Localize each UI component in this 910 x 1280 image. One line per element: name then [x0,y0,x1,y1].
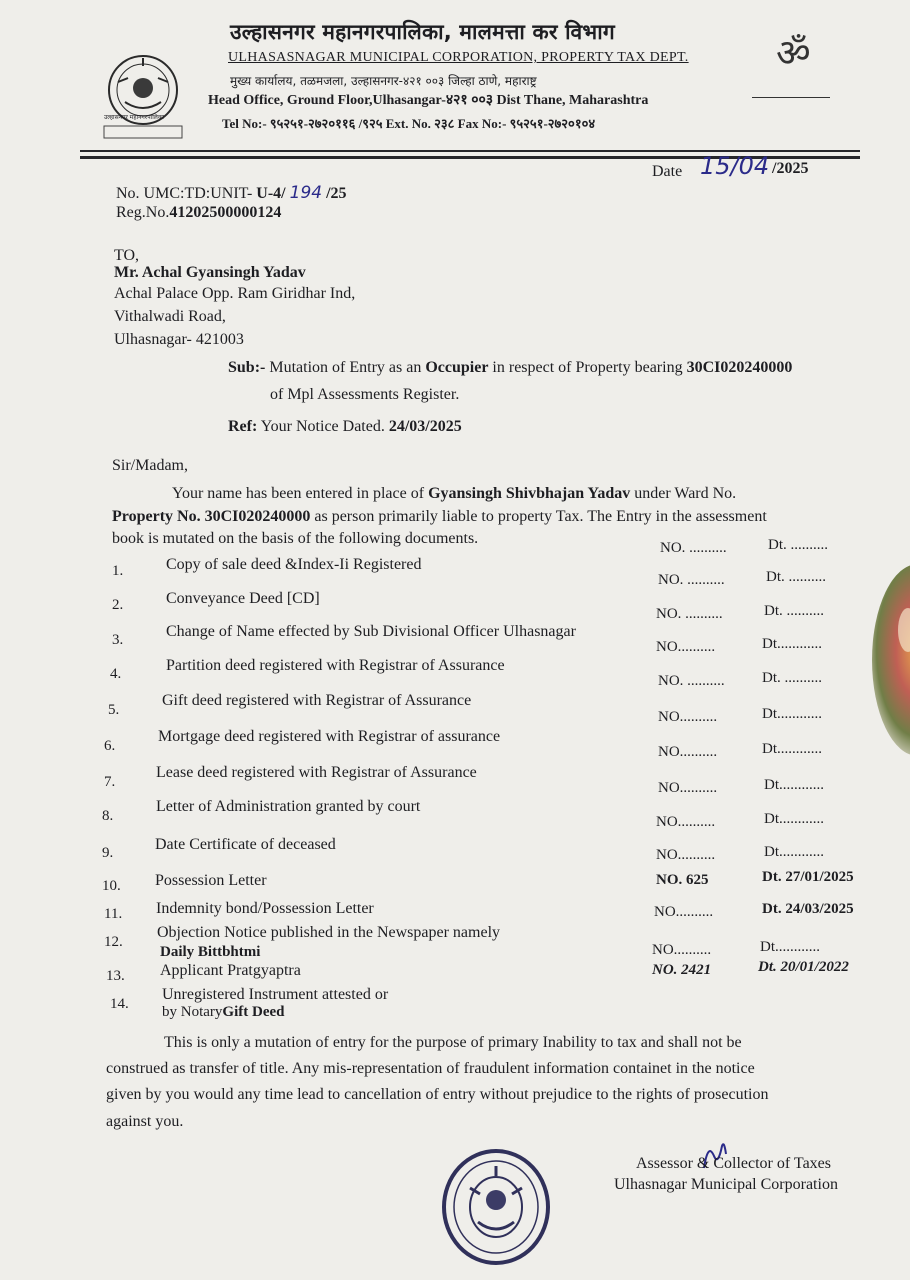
document-number: 10. [102,878,121,894]
addressee-line-3: Ulhasnagar- 421003 [114,331,244,348]
property-number: Property No. 30CI020240000 [112,508,311,525]
closing-line-4: against you. [106,1113,184,1130]
newspaper-name: Daily Bittbhtmi [160,944,261,960]
document-number: 5. [108,702,120,718]
header-contact: Tel No:- ९५२५१-२७२०११६ /९२५ Ext. No. २३८ Fax No:- ९५२५१-२७२०१०४ [222,116,596,131]
document-label: Change of Name effected by Sub Divisional Officer Ulhasnagar [166,623,576,640]
document-label: Objection Notice published in the Newspaper namely [157,924,501,941]
document-ref-date: Dt. 27/01/2025 [762,869,854,885]
corner-mark-icon: ॐ [776,31,811,75]
document-label: Conveyance Deed [CD] [166,590,320,607]
outward-number-prefix: No. UMC:TD:UNIT- [116,185,253,202]
ref-date: 24/03/2025 [388,418,462,435]
document-ref-date: Dt. .......... [762,670,822,686]
reg-number [116,204,281,222]
subject-text-1: Mutation of Entry as an [269,359,422,376]
document-label: Copy of sale deed &Index-Ii Registered [166,556,422,573]
document-label: Applicant Pratgyaptra [160,962,301,979]
previous-owner: Gyansingh Shivbhajan Yadav [428,485,631,502]
document-number: 3. [112,632,124,648]
municipal-seal-icon [440,1148,552,1266]
closing-line-1: This is only a mutation of entry for the purpose of primary Inability to tax and shall not be [164,1034,742,1051]
signatory-title: Assessor & Collector of Taxes [636,1155,831,1172]
outward-number [116,183,347,203]
document-ref-no: NO.......... [658,780,718,796]
document-ref-no: NO.......... [656,814,716,830]
document-label: Possession Letter [155,872,267,889]
body-text-b: under Ward No. [634,485,737,502]
signatory-organization: Ulhasnagar Municipal Corporation [614,1176,838,1193]
subject-role: Occupier [425,359,489,376]
reference-line [228,418,462,436]
document-ref-date: Dt............ [764,811,824,827]
reg-value: 41202500000124 [169,204,282,221]
document-ref-no: NO.......... [658,709,718,725]
document-ref-date: Dt............ [764,844,824,860]
body-text-a: Your name has been entered in place of [172,485,425,502]
document-ref-no: NO.......... [656,847,716,863]
addressee-name: Mr. Achal Gyansingh Yadav [114,264,306,281]
body-line-2 [112,508,767,526]
reg-label: Reg.No. [116,204,170,221]
municipal-emblem-icon [100,52,186,142]
document-number: 13. [106,968,125,984]
document-ref-no: NO. 625 [656,872,709,888]
body-line-3: book is mutated on the basis of the following documents. [112,530,479,547]
document-ref-date: Dt............ [762,636,822,652]
subject-line [228,359,792,377]
addressee-line-1: Achal Palace Opp. Ram Giridhar Ind, [114,285,356,302]
document-label: Lease deed registered with Registrar of Assurance [156,764,477,781]
document-ref-date: Dt. .......... [768,537,828,553]
outward-number-suffix: /25 [326,185,347,202]
document-ref-date: Dt. .......... [764,603,824,619]
ref-text: Your Notice Dated. [260,418,385,435]
subject-text-3: of Mpl Assessments Register. [270,386,460,403]
document-ref-no: NO. .......... [658,572,725,588]
document-label: Partition deed registered with Registrar of Assurance [166,657,505,674]
document-label: Date Certificate of deceased [155,836,336,853]
header-title-english: ULHASASNAGAR MUNICIPAL CORPORATION, PROPERTY TAX DEPT. [228,50,689,65]
document-ref-no: NO. .......... [656,606,723,622]
subject-label: Sub:- [228,359,266,376]
document-number: 4. [110,666,122,682]
header-address-hindi: मुख्य कार्यालय, तळमजला, उल्हासनगर-४२१ ००३ जिल्हा ठाणे, महाराष्ट्र [230,74,537,88]
document-ref-date: Dt............ [764,777,824,793]
to-label: TO, [114,247,140,264]
document-label: Letter of Administration granted by court [156,798,421,815]
document-number: 6. [104,738,116,754]
header-address-english: Head Office, Ground Floor,Ulhasangar-४२१ ००३ Dist Thane, Maharashtra [208,93,649,108]
paperweight-photo-icon [868,560,910,760]
closing-line-3: given by you would any time lead to cancellation of entry without prejudice to the rights of prosecution [106,1086,769,1103]
header-title-hindi: उल्हासनगर महानगरपालिका, मालमत्ता कर विभाग [230,20,615,44]
document-number: 12. [104,934,123,950]
document-ref-no: NO.......... [656,639,716,655]
doc14-instrument: Gift Deed [222,1004,285,1020]
addressee-line-2: Vithalwadi Road, [114,308,226,325]
date-label: Date [652,163,683,180]
document-ref-no: NO. .......... [658,673,725,689]
document-ref-date: Dt. 20/01/2022 [758,959,849,975]
header-dash [752,97,830,98]
document-ref-no: NO.......... [654,904,714,920]
body-line-1 [172,485,736,503]
document-number: 14. [110,996,129,1012]
subject-text-2: in respect of Property bearing [492,359,683,376]
document-label: Indemnity bond/Possession Letter [156,900,374,917]
document-ref-date: Dt............ [760,939,820,955]
doc14-by-notary: by Notary [162,1004,223,1020]
closing-line-2: construed as transfer of title. Any mis-representation of fraudulent information containet in the notice [106,1060,755,1077]
document-ref-no: NO. .......... [660,540,727,556]
document-label: Mortgage deed registered with Registrar of assurance [158,728,501,745]
document-ref-date: Dt............ [762,706,822,722]
outward-number-unit: U-4/ [256,185,286,202]
document-ref-date: Dt............ [762,741,822,757]
document-number: 2. [112,597,124,613]
document-14-line-2 [162,1004,284,1021]
document-ref-date: Dt. .......... [766,569,826,585]
date-handwritten: 15/04 [700,152,770,180]
ref-label: Ref: [228,418,258,435]
document-ref-no: NO. 2421 [652,962,712,978]
document-number: 9. [102,845,114,861]
subject-property: 30CI020240000 [686,359,793,376]
document-ref-date: Dt. 24/03/2025 [762,901,854,917]
logo-caption: उल्हासनगर महानगरपालिका [104,114,164,121]
outward-number-handwritten: 194 [289,183,323,203]
body-text-c: as person primarily liable to property Tax. The Entry in the assessment [314,508,767,525]
salutation: Sir/Madam, [112,457,188,474]
document-ref-no: NO.......... [652,942,712,958]
document-ref-no: NO.......... [658,744,718,760]
document-number: 8. [102,808,114,824]
document-number: 11. [104,906,123,922]
document-label: Unregistered Instrument attested or [162,986,389,1003]
document-label: Gift deed registered with Registrar of Assurance [162,692,472,709]
document-number: 7. [104,774,116,790]
date-year: /2025 [772,160,809,177]
document-number: 1. [112,563,124,579]
